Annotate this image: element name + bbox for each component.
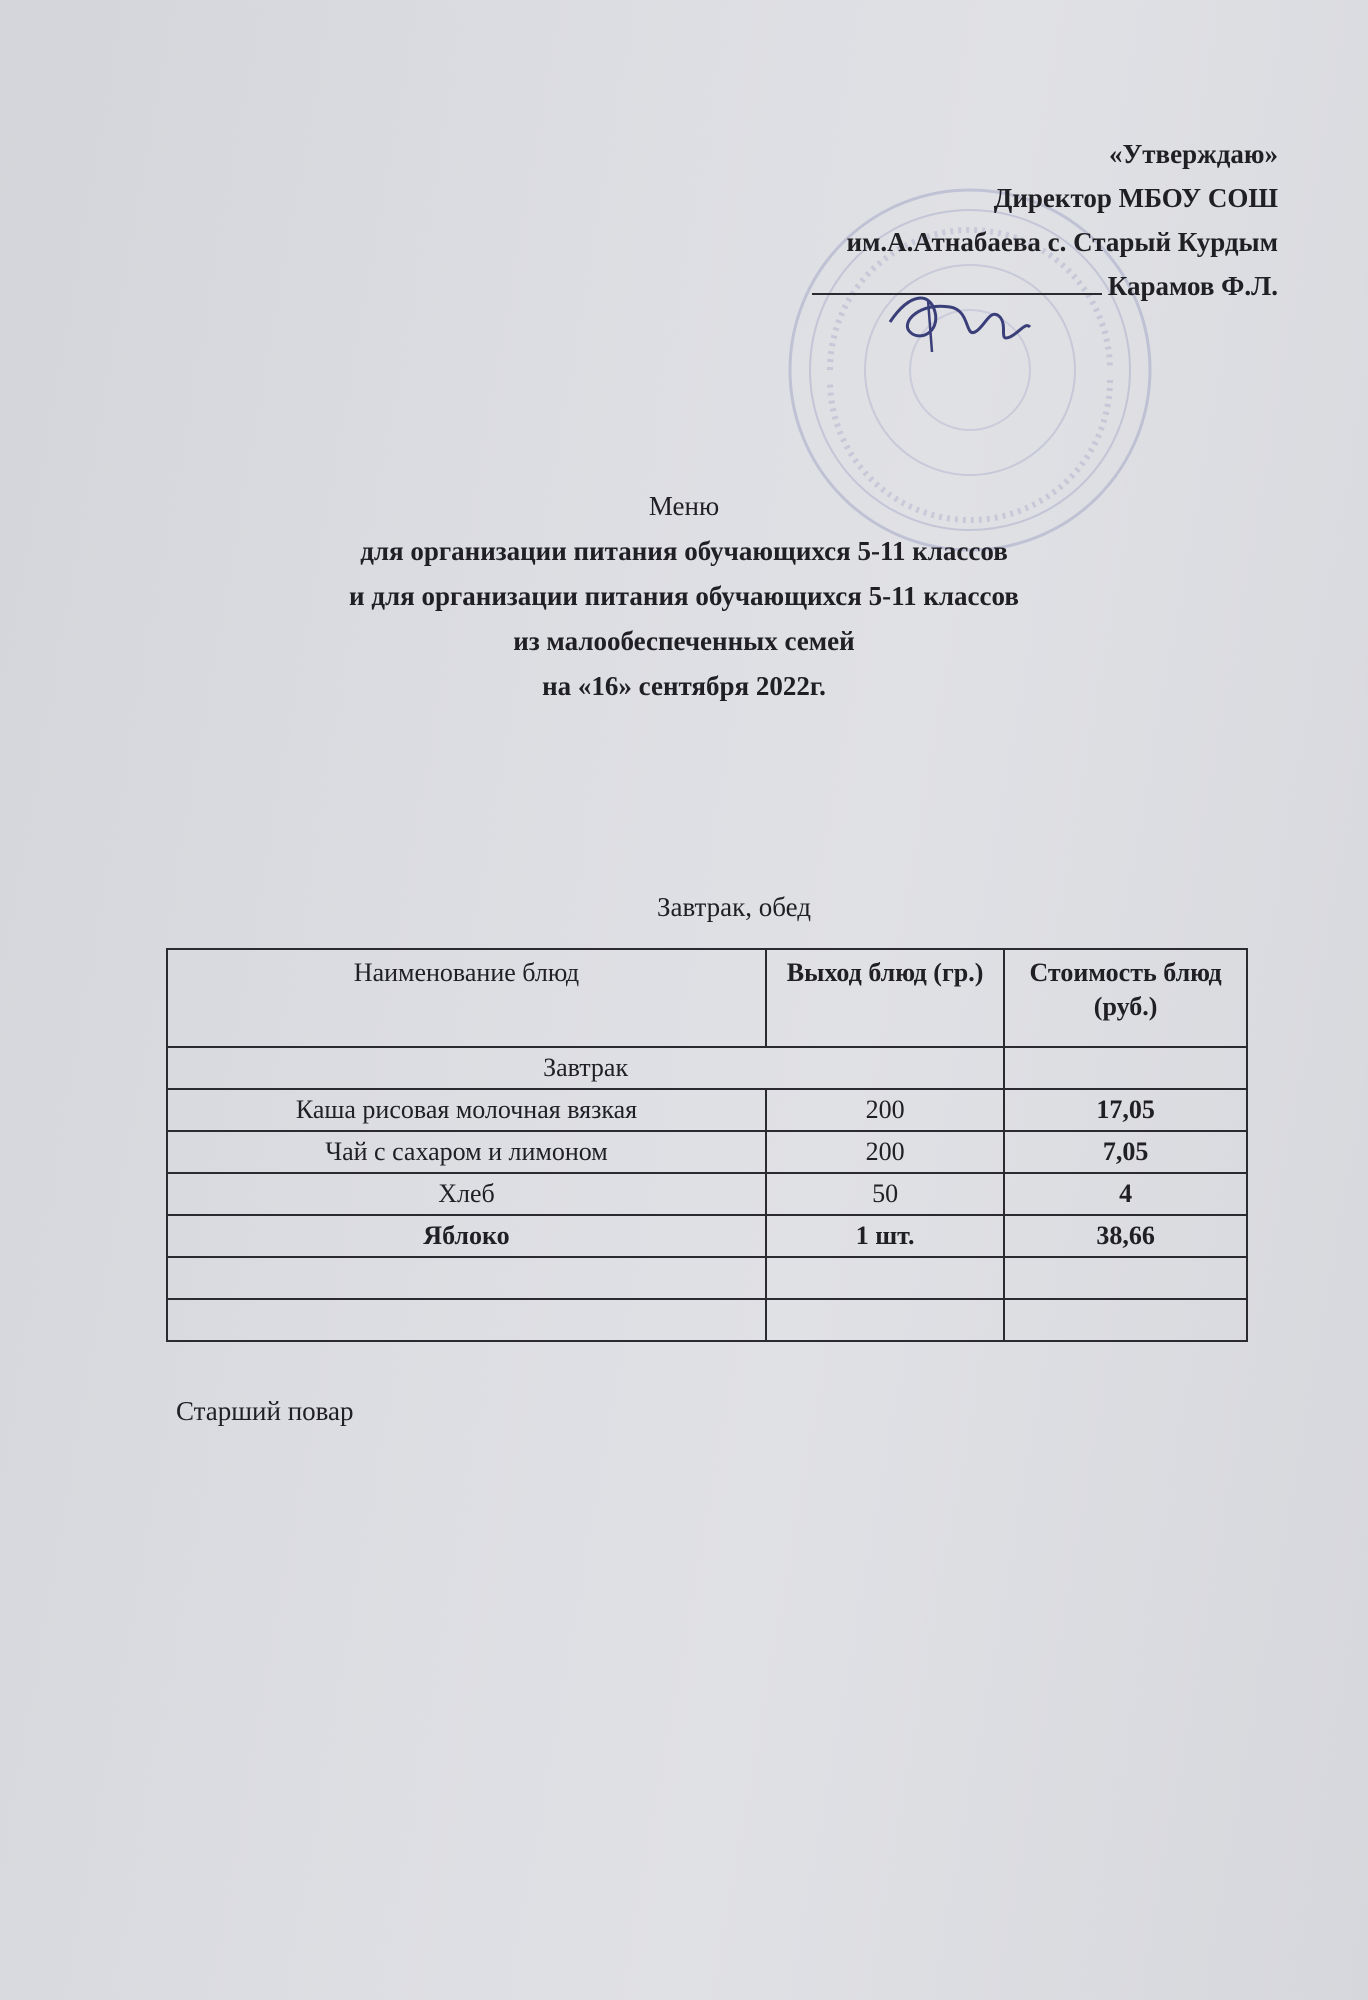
dish-yield: 50 <box>766 1173 1004 1215</box>
table-row <box>167 1173 1247 1215</box>
header-cost: Стоимость блюд (руб.) <box>1004 949 1247 1047</box>
empty-cell <box>167 1257 766 1299</box>
dish-cost: 7,05 <box>1004 1131 1247 1173</box>
menu-subtitle-2: и для организации питания обучающихся 5-11 классов <box>349 581 1019 611</box>
empty-cell <box>1004 1299 1247 1341</box>
menu-title: Меню <box>648 491 720 521</box>
approval-position: Директор МБОУ СОШ <box>993 183 1278 213</box>
approval-signer: Карамов Ф.Л. <box>1107 271 1278 301</box>
meal-heading: Завтрак, обед <box>656 892 812 922</box>
approval-school: им.А.Атнабаева с. Старый Курдым <box>846 227 1278 257</box>
dish-yield: 1 шт. <box>766 1215 1004 1257</box>
menu-title-block <box>0 484 1368 709</box>
dish-name: Чай с сахаром и лимоном <box>167 1131 766 1173</box>
table-section-row <box>167 1047 1247 1089</box>
dish-name: Хлеб <box>167 1173 766 1215</box>
dish-yield: 200 <box>766 1089 1004 1131</box>
dish-name: Каша рисовая молочная вязкая <box>167 1089 766 1131</box>
header-yield: Выход блюд (гр.) <box>766 949 1004 1047</box>
approval-title: «Утверждаю» <box>1108 139 1278 169</box>
table-row <box>167 1089 1247 1131</box>
empty-cell <box>766 1257 1004 1299</box>
menu-table <box>166 948 1248 1342</box>
table-row <box>167 1131 1247 1173</box>
dish-cost: 38,66 <box>1004 1215 1247 1257</box>
chef-signature-label: Старший повар <box>176 1396 354 1426</box>
handwritten-signature <box>880 282 1040 362</box>
dish-cost: 17,05 <box>1004 1089 1247 1131</box>
menu-date: на «16» сентября 2022г. <box>542 671 826 701</box>
empty-cell <box>167 1299 766 1341</box>
table-header-row <box>167 949 1247 1047</box>
table-row <box>167 1215 1247 1257</box>
section-empty-cell <box>1004 1047 1247 1089</box>
table-row-empty <box>167 1257 1247 1299</box>
empty-cell <box>766 1299 1004 1341</box>
dish-yield: 200 <box>766 1131 1004 1173</box>
empty-cell <box>1004 1257 1247 1299</box>
menu-subtitle-3: из малообеспеченных семей <box>513 626 855 656</box>
dish-name: Яблоко <box>167 1215 766 1257</box>
dish-cost: 4 <box>1004 1173 1247 1215</box>
table-row-empty <box>167 1299 1247 1341</box>
header-dish-name: Наименование блюд <box>167 949 766 1047</box>
menu-subtitle-1: для организации питания обучающихся 5-11 классов <box>360 536 1008 566</box>
section-breakfast: Завтрак <box>167 1047 1004 1089</box>
